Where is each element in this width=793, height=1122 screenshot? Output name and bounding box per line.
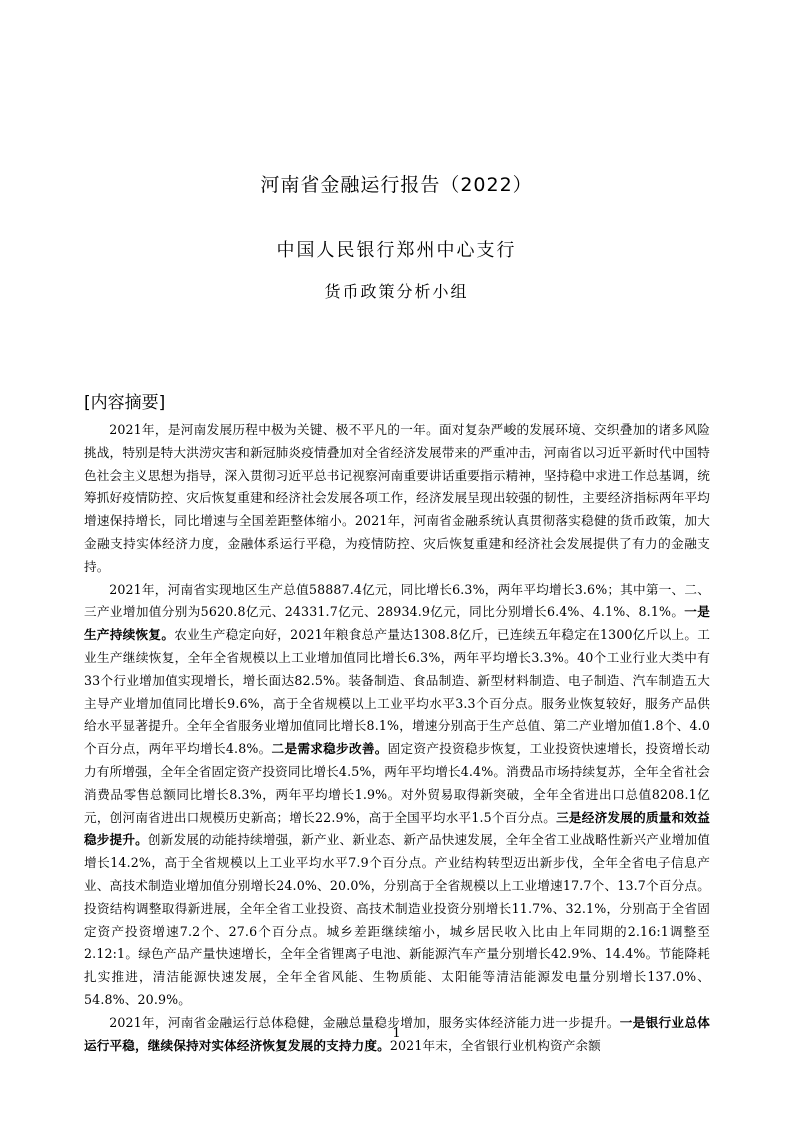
paragraph-text: 创新发展的动能持续增强，新产业、新业态、新产品快速发展，全年全省工业战略性新兴产业增加值增长14.2%，高于全省规模以上工业平均水平7.9个百分点。产业结构转型迈出新步伐，全年全省电子信息产业、高技术制造业增加值分别增长24.0%、20.0%，分别高于全省规模以上工业增速17.7个、13.7个百分点。投资结构调整取得新进展，全年全省工业投资、高技术制造业投资分别增长11.7%、32.1%，分别高于全省固定资产投资增速7.2个、27.6个百分点。城乡差距继续缩小，城乡居民收入比由上年同期的2.16:1调整至2.12:1。绿色产品产量快速增长，全年全省锂离子电池、新能源汽车产量分别增长42.9%、14.4%。节能降耗扎实推进，清洁能源快速发展，全年全省风能、生物质能、太阳能等清洁能源发电量分别增长137.0%、54.8%、20.9%。	[84, 832, 711, 1007]
page-number: 1	[392, 1026, 401, 1041]
key-point: 一是生产持续恢复。	[84, 604, 710, 643]
paragraph-text: 固定资产投资稳步恢复，工业投资快速增长，投资增长动力有所增强，全年全省固定资产投资同比增长4.5%，两年平均增长4.4%。消费品市场持续复苏，全年全省社会消费品零售总额同比增长8.3%，两年平均增长1.9%。对外贸易取得新突破，全年全省进出口总值8208.1亿元，创河南省进出口规模历史新高；增长22.9%，高于全国平均水平1.5个百分点。	[84, 741, 710, 825]
key-point: 一是银行业总体运行平稳，继续保持对实体经济恢复发展的支持力度。	[84, 1014, 710, 1053]
author-group: 货币政策分析小组	[324, 282, 469, 301]
document-title: 河南省金融运行报告（2022）	[260, 174, 533, 196]
paragraph-economy	[84, 579, 710, 1012]
paragraph-intro	[84, 419, 710, 579]
paragraph-text: 2021年末，全省银行业机构资产余额	[389, 1037, 601, 1053]
paragraph-text: 2021年，河南省金融运行总体稳健，金融总量稳步增加，服务实体经济能力进一步提升。	[109, 1014, 620, 1030]
paragraph-text: 农业生产稳定向好，2021年粮食总产量达1308.8亿斤，已连续五年稳定在1300亿斤以上。工业生产继续恢复，全年全省规模以上工业增加值同比增长6.3%，两年平均增长3.3%。40个工业行业大类中有33个行业增加值实现增长，增长面达82.5%。装备制造、食品制造、新型材料制造、电子制造、汽车制造五大主导产业增加值同比增长9.6%，高于全省规模以上工业平均水平3.3个百分点。服务业恢复较好，服务产品供给水平显著提升。全年全省服务业增加值同比增长8.1%，增速分别高于生产总值、第二产业增加值1.8个、4.0个百分点，两年平均增长4.8%。	[84, 627, 710, 757]
abstract-body	[84, 419, 710, 1057]
key-point: 二是需求稳步改善。	[271, 741, 388, 757]
paragraph-text: 2021年，河南省实现地区生产总值58887.4亿元，同比增长6.3%，两年平均增长3.6%；其中第一、二、三产业增加值分别为5620.8亿元、24331.7亿元、28934.9亿元，同比分别增长6.4%、4.1%、8.1%。	[84, 581, 710, 620]
paragraph-text: 2021年，是河南发展历程中极为关键、极不平凡的一年。面对复杂严峻的发展环境、交织叠加的诸多风险挑战，特别是特大洪涝灾害和新冠肺炎疫情叠加对全省经济发展带来的严重冲击，河南省以习近平新时代中国特色社会主义思想为指导，深入贯彻习近平总书记视察河南重要讲话重要指示精神，坚持稳中求进工作总基调，统筹抓好疫情防控、灾后恢复重建和经济社会发展各项工作，经济发展呈现出较强的韧性，主要经济指标两年平均增速保持增长，同比增速与全国差距整体缩小。2021年，河南省金融系统认真贯彻落实稳健的货币政策，加大金融支持实体经济力度，金融体系运行平稳，为疫情防控、灾后恢复重建和经济社会发展提供了有力的金融支持。	[84, 422, 710, 574]
author-organization: 中国人民银行郑州中心支行	[276, 240, 517, 261]
abstract-heading: [内容摘要]	[84, 393, 166, 413]
key-point: 三是经济发展的质量和效益稳步提升。	[84, 809, 710, 848]
